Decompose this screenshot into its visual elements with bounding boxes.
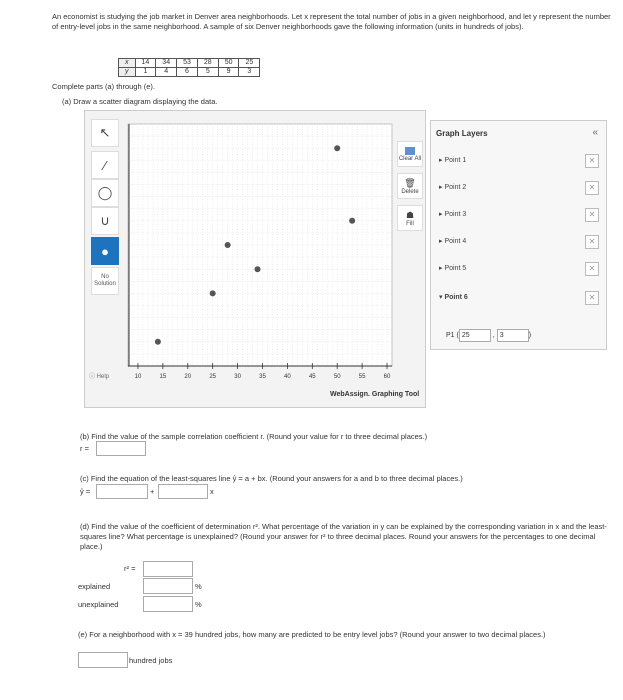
clear-all-label: Clear All [398, 155, 422, 162]
layer-label: Point 6 [444, 294, 468, 301]
plus-sign: + [150, 487, 155, 496]
complete-parts-text: Complete parts (a) through (e). [52, 82, 155, 91]
circle-icon: ◯ [97, 185, 113, 200]
delete-label: Delete [401, 188, 419, 195]
layer-label: Point 4 [444, 238, 467, 245]
layer-point-3[interactable]: ▸ Point 3 ✕ [439, 210, 599, 226]
explained-input[interactable] [143, 578, 193, 594]
layer-point-5[interactable]: ▸ Point 5 ✕ [439, 264, 599, 280]
collapse-layers-button[interactable]: « [592, 127, 598, 138]
yhat-label: ŷ = [80, 487, 91, 496]
y-cell: 3 [239, 68, 260, 77]
data-point [225, 242, 231, 248]
graph-layers-panel [430, 120, 607, 350]
delete-layer-icon[interactable]: ✕ [585, 235, 599, 249]
problem-intro: An economist is studying the job market in Denver area neighborhoods. Let x represent the total number of jobs in a given neighborhood, and let y represent the number of entry-level jobs in the same neighborhood. A sample of six Denver neighborhoods gave the following information (units in hundreds of jobs). [52, 12, 611, 31]
parabola-tool-button[interactable] [91, 207, 119, 235]
x-cell: 53 [177, 59, 198, 68]
layer-label: Point 3 [444, 211, 467, 218]
x-suffix: x [210, 487, 214, 496]
prediction-input[interactable] [78, 652, 128, 668]
x-cell: 28 [197, 59, 218, 68]
clear-icon [405, 147, 415, 155]
point-x-input[interactable]: 25 [459, 329, 491, 342]
delete-layer-icon[interactable]: ✕ [585, 208, 599, 222]
x-cell: 50 [218, 59, 239, 68]
b-input[interactable] [158, 484, 208, 499]
part-a-text: (a) Draw a scatter diagram displaying the data. [62, 97, 218, 106]
x-cell: 14 [135, 59, 156, 68]
x-tick-label: 40 [284, 374, 291, 380]
x-row [119, 59, 260, 68]
parabola-icon: ∪ [100, 213, 110, 228]
data-point [255, 266, 261, 272]
layer-point-6[interactable]: ▾ Point 6 ✕ [439, 293, 599, 309]
part-b-text: (b) Find the value of the sample correlation coefficient r. (Round your value for r to three decimal places.) [80, 432, 428, 441]
explained-percent: % [195, 582, 202, 591]
data-point [155, 339, 161, 345]
x-tick-label: 30 [234, 374, 241, 380]
layer-point-1[interactable]: ▸ Point 1 ✕ [439, 156, 599, 172]
y-cell: 6 [177, 68, 198, 77]
a-input[interactable] [96, 484, 148, 499]
r2-input[interactable] [143, 561, 193, 577]
arrow-pointer-icon: ↖ [99, 125, 111, 140]
x-cell: 25 [239, 59, 260, 68]
fill-label: Fill [406, 220, 414, 227]
r-label: r = [80, 444, 89, 453]
y-cell: 5 [197, 68, 218, 77]
help-label: Help [96, 374, 110, 380]
fill-button[interactable] [397, 205, 423, 231]
x-tick-label: 35 [259, 374, 266, 380]
graphing-tool [84, 110, 426, 408]
line-icon: ∕ [103, 157, 107, 173]
graph-layers-title: Graph Layers [436, 129, 488, 138]
hundred-jobs-label: hundred jobs [129, 656, 173, 665]
layer-label: Point 5 [444, 265, 467, 272]
x-tick-label: 45 [308, 374, 316, 380]
part-e-text: (e) For a neighborhood with x = 39 hundred jobs, how many are predicted to be entry level jobs? (Round your answer to two decimal places.) [78, 630, 546, 639]
delete-layer-icon[interactable]: ✕ [585, 154, 599, 168]
y-cell: 1 [135, 68, 156, 77]
y-cell: 9 [218, 68, 239, 77]
clear-all-button[interactable] [397, 141, 423, 167]
help-button[interactable] [89, 371, 109, 380]
x-cell: 34 [156, 59, 177, 68]
r2-label: r² = [124, 564, 136, 573]
x-tick-label: 55 [358, 374, 366, 380]
question-icon: ⓘ [89, 374, 97, 380]
layer-point-2[interactable]: ▸ Point 2 ✕ [439, 183, 599, 199]
delete-layer-icon[interactable]: ✕ [585, 181, 599, 195]
tool-toolbar [85, 111, 123, 407]
x-tick-label: 50 [333, 374, 341, 380]
tool-side-buttons [397, 141, 425, 237]
point-icon: ● [101, 243, 109, 259]
point-tool-button[interactable] [91, 237, 119, 265]
x-tick-label: 10 [134, 374, 142, 380]
unexplained-percent: % [195, 600, 202, 609]
x-tick-label: 25 [209, 374, 217, 380]
y-header: y [119, 68, 136, 77]
part-d-text: (d) Find the value of the coefficient of determination r². What percentage of the variation in y can be explained by the corresponding variation in x and the least-squares line? What percentage is unexplained? (Round your answer for r² to three decimal places. Round your answers for the percentages to one decimal place.) [80, 522, 607, 551]
explained-label: explained [78, 582, 111, 591]
unexplained-input[interactable] [143, 596, 193, 612]
layer-label: Point 2 [444, 184, 467, 191]
delete-layer-icon[interactable]: ✕ [585, 262, 599, 276]
point-coordinates: P1 ( 25 , 3 ) [446, 329, 531, 342]
x-tick-label: 15 [159, 374, 167, 380]
delete-button[interactable] [397, 173, 423, 199]
point-label: P1 [446, 332, 455, 339]
delete-layer-icon[interactable]: ✕ [585, 291, 599, 305]
part-c-text: (c) Find the equation of the least-squares line ŷ = a + bx. (Round your answers for a and b to three decimal places.) [80, 474, 463, 483]
data-point [210, 290, 216, 296]
unexplained-label: unexplained [78, 600, 119, 609]
r-input[interactable] [96, 441, 146, 456]
webassign-brand: WebAssign. Graphing Tool [330, 391, 420, 398]
scatter-plot[interactable] [126, 120, 396, 385]
circle-tool-button[interactable] [91, 179, 119, 207]
y-row [119, 68, 260, 77]
point-y-input[interactable]: 3 [497, 329, 529, 342]
data-table [118, 58, 260, 77]
layer-point-4[interactable]: ▸ Point 4 ✕ [439, 237, 599, 253]
data-point [334, 145, 340, 151]
pointer-tool-button[interactable] [91, 119, 119, 147]
x-header: x [119, 59, 136, 68]
no-solution-button[interactable]: No Solution [91, 267, 119, 295]
data-point [349, 218, 355, 224]
x-tick-label: 60 [383, 374, 391, 380]
layer-label: Point 1 [444, 157, 467, 164]
trash-icon: 🗑 [404, 177, 416, 188]
fill-bucket-icon: ☗ [405, 209, 415, 220]
line-tool-button[interactable] [91, 151, 119, 179]
x-tick-label: 20 [184, 374, 192, 380]
y-cell: 4 [156, 68, 177, 77]
